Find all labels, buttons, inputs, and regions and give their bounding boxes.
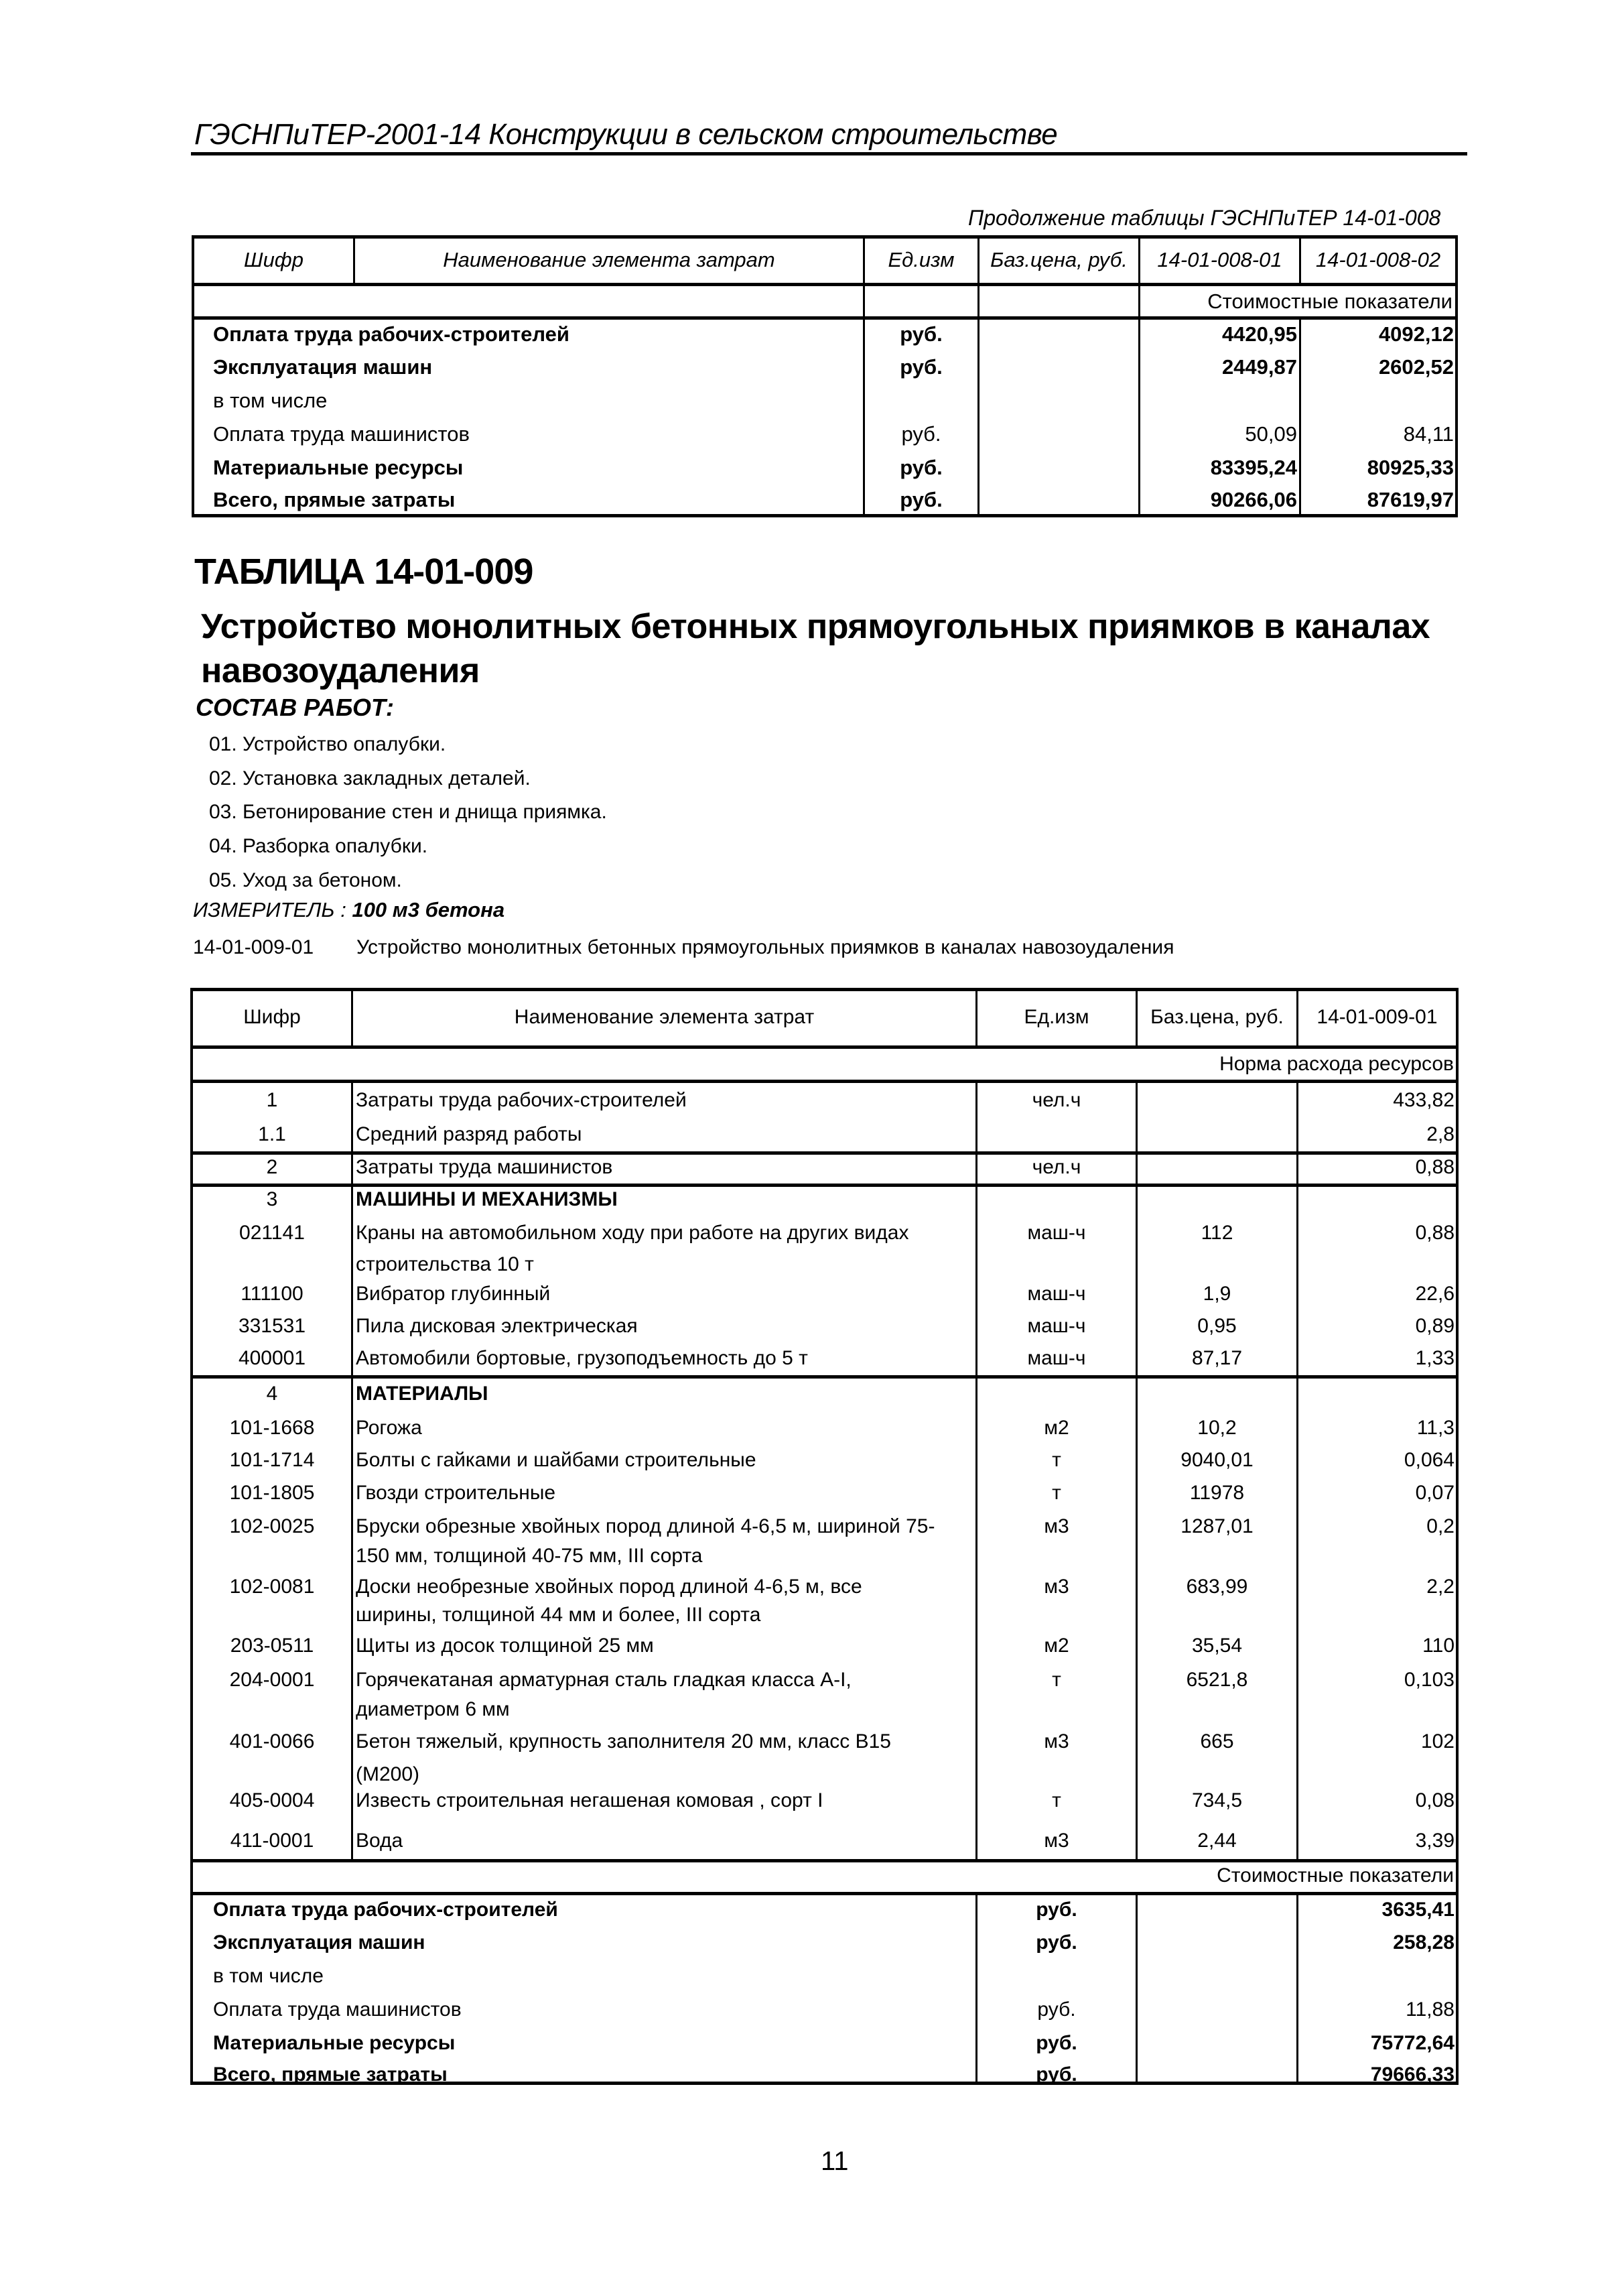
- row-base-price: 0,95: [1197, 1315, 1237, 1337]
- row-value-2: 87619,97: [1367, 488, 1454, 511]
- row-unit: руб.: [900, 488, 943, 511]
- row-code: 1: [266, 1089, 278, 1111]
- row-value: 2,2: [1426, 1576, 1455, 1598]
- row-value-2: 2602,52: [1378, 355, 1454, 379]
- row-code: 021141: [239, 1222, 305, 1244]
- work-item: 03. Бетонирование стен и днища приямка.: [209, 801, 607, 823]
- cost-name: Оплата труда машинистов: [213, 1998, 462, 2021]
- row-name-cont: 150 мм, толщиной 40-75 мм, III сорта: [356, 1545, 703, 1567]
- table-line: [190, 1045, 1459, 1049]
- row-base-price: 2,44: [1197, 1830, 1237, 1852]
- col-header-code: Шифр: [243, 1006, 301, 1028]
- row-code: 411-0001: [230, 1830, 314, 1852]
- meter-value: 100 м3 бетона: [352, 898, 505, 921]
- col-header-base-price: Баз.цена, руб.: [1150, 1006, 1284, 1028]
- row-base-price: 1287,01: [1180, 1515, 1254, 1537]
- col-header-base-price: Баз.цена, руб.: [990, 248, 1128, 271]
- row-name: Известь строительная негашеная комовая , сорт I: [356, 1789, 823, 1811]
- header-rule: [191, 152, 1467, 155]
- row-name: в том числе: [213, 389, 328, 412]
- row-value-2: 4092,12: [1378, 322, 1454, 346]
- row-unit: руб.: [900, 355, 943, 379]
- row-code: 204-0001: [229, 1669, 315, 1691]
- row-name: Доски необрезные хвойных пород длиной 4-6,5 м, все: [356, 1576, 862, 1598]
- row-code: 102-0025: [229, 1515, 315, 1537]
- row-unit: м2: [1044, 1635, 1069, 1657]
- row-value-1: 4420,95: [1221, 322, 1297, 346]
- cost-value: 75772,64: [1370, 2032, 1455, 2054]
- work-item: 04. Разборка опалубки.: [209, 835, 428, 857]
- row-unit: маш-ч: [1027, 1283, 1086, 1305]
- work-item: 01. Устройство опалубки.: [209, 733, 446, 755]
- meter: [193, 898, 504, 922]
- table-line: [192, 316, 1458, 320]
- col-header-name: Наименование элемента затрат: [514, 1006, 815, 1028]
- row-value-1: 2449,87: [1221, 355, 1297, 379]
- row-base-price: 11978: [1189, 1482, 1245, 1504]
- row-code: 405-0004: [229, 1789, 315, 1811]
- col-header-norm-1: 14-01-008-01: [1157, 248, 1282, 271]
- table-line: [190, 1184, 1459, 1187]
- cost-unit: руб.: [1036, 1931, 1077, 1954]
- row-base-price: 9040,01: [1180, 1449, 1254, 1471]
- row-group-name: МАШИНЫ И МЕХАНИЗМЫ: [356, 1188, 618, 1210]
- row-code: 1.1: [258, 1123, 286, 1145]
- row-code: 101-1668: [229, 1417, 315, 1439]
- row-name: Бетон тяжелый, крупность заполнителя 20 мм, класс В15: [356, 1730, 891, 1752]
- table-line: [1455, 235, 1458, 517]
- row-unit: маш-ч: [1027, 1315, 1086, 1337]
- row-code: 101-1805: [229, 1482, 315, 1504]
- row-value: 1,33: [1415, 1347, 1455, 1369]
- row-value: 0,89: [1415, 1315, 1455, 1337]
- row-value: 0,88: [1415, 1156, 1455, 1178]
- cost-name: Оплата труда рабочих-строителей: [213, 1899, 558, 1921]
- row-value: 110: [1422, 1635, 1455, 1657]
- row-value: 0,88: [1415, 1222, 1455, 1244]
- row-value-1: 50,09: [1245, 422, 1297, 446]
- cost-value: 258,28: [1393, 1931, 1455, 1954]
- row-name: Краны на автомобильном ходу при работе на других видах: [356, 1222, 909, 1244]
- row-unit: т: [1052, 1449, 1061, 1471]
- row-name: Болты с гайками и шайбами строительные: [356, 1449, 756, 1471]
- row-base-price: 6521,8: [1186, 1669, 1248, 1691]
- row-code: 2: [266, 1156, 278, 1178]
- row-value: 0,064: [1404, 1449, 1455, 1471]
- row-group-name: МАТЕРИАЛЫ: [356, 1383, 488, 1405]
- section-title: Устройство монолитных бетонных прямоугольных приямков в каналах навозоудаления: [201, 607, 1430, 690]
- table-line: [351, 1081, 353, 1860]
- row-name: Оплата труда машинистов: [213, 422, 470, 446]
- row-base-price: 734,5: [1191, 1789, 1243, 1811]
- row-unit: маш-ч: [1027, 1347, 1086, 1369]
- row-unit: м3: [1044, 1830, 1069, 1852]
- section-label: Норма расхода ресурсов: [1219, 1053, 1454, 1075]
- row-name: Горячекатаная арматурная сталь гладкая класса А-I,: [356, 1669, 852, 1691]
- row-value: 11,3: [1416, 1417, 1455, 1439]
- row-code: 4: [266, 1383, 278, 1405]
- col-header-norm-2: 14-01-008-02: [1315, 248, 1441, 271]
- row-name: Затраты труда рабочих-строителей: [356, 1089, 687, 1111]
- row-unit: чел.ч: [1032, 1156, 1081, 1178]
- row-code: 102-0081: [229, 1576, 315, 1598]
- row-value-2: 84,11: [1403, 422, 1454, 446]
- row-base-price: 35,54: [1191, 1635, 1243, 1657]
- cost-unit: руб.: [1037, 1998, 1076, 2021]
- cost-name: в том числе: [213, 1965, 324, 1987]
- table-line: [192, 514, 1458, 517]
- row-name: Затраты труда машинистов: [356, 1156, 613, 1178]
- col-header-unit: Ед.изм: [888, 248, 955, 271]
- cost-value: 3635,41: [1381, 1899, 1455, 1921]
- row-value: 3,39: [1415, 1830, 1455, 1852]
- row-name: Вода: [356, 1830, 403, 1852]
- table-line: [192, 235, 194, 517]
- row-value-2: 80925,33: [1367, 456, 1454, 479]
- row-value: 0,07: [1415, 1482, 1455, 1504]
- cost-unit: руб.: [1036, 2032, 1077, 2054]
- row-name: Пила дисковая электрическая: [356, 1315, 638, 1337]
- row-unit: чел.ч: [1032, 1089, 1081, 1111]
- cost-name: Эксплуатация машин: [213, 1931, 425, 1954]
- row-name: Оплата труда рабочих-строителей: [213, 322, 569, 346]
- row-name: Автомобили бортовые, грузоподъемность до 5 т: [356, 1347, 808, 1369]
- row-code: 101-1714: [229, 1449, 315, 1471]
- row-value: 0,08: [1415, 1789, 1455, 1811]
- cost-value: 79666,33: [1370, 2063, 1455, 2086]
- table-line: [190, 1151, 1459, 1155]
- table-line: [192, 235, 1458, 239]
- row-value: 433,82: [1393, 1089, 1455, 1111]
- row-unit: м2: [1044, 1417, 1069, 1439]
- row-unit: м3: [1044, 1576, 1069, 1598]
- table-line: [1456, 988, 1459, 2085]
- col-header-unit: Ед.изм: [1024, 1006, 1089, 1028]
- row-name: Рогожа: [356, 1417, 422, 1439]
- row-value: 0,103: [1404, 1669, 1455, 1691]
- table-line: [1136, 1893, 1138, 2084]
- work-item: 05. Уход за бетоном.: [209, 869, 402, 891]
- table-line: [190, 1080, 1459, 1083]
- row-name: Гвозди строительные: [356, 1482, 556, 1504]
- row-value: 102: [1420, 1730, 1455, 1752]
- row-base-price: 665: [1200, 1730, 1234, 1752]
- row-base-price: 112: [1201, 1222, 1233, 1244]
- row-code: 401-0066: [229, 1730, 315, 1752]
- row-name-cont: ширины, толщиной 44 мм и более, III сорта: [356, 1604, 761, 1626]
- norm-code: 14-01-009-01: [193, 936, 314, 958]
- cost-unit: руб.: [1036, 1899, 1077, 1921]
- work-item: 02. Установка закладных деталей.: [209, 767, 531, 789]
- row-code: 400001: [238, 1347, 306, 1369]
- cost-value: 11,88: [1406, 1998, 1455, 2021]
- norm-name: Устройство монолитных бетонных прямоугольных приямков в каналах навозоудаления: [356, 936, 1174, 958]
- row-value: 2,8: [1426, 1123, 1455, 1145]
- section-label: Стоимостные показатели: [1207, 290, 1452, 313]
- col-header-code: Шифр: [244, 248, 303, 271]
- row-value-1: 83395,24: [1210, 456, 1297, 479]
- cost-section-label: Стоимостные показатели: [1217, 1864, 1454, 1887]
- row-name-cont: строительства 10 т: [356, 1253, 534, 1275]
- row-name: Щиты из досок толщиной 25 мм: [356, 1635, 654, 1657]
- row-code: 3: [266, 1188, 278, 1210]
- cost-unit: руб.: [1036, 2063, 1077, 2086]
- row-unit: руб.: [901, 422, 941, 446]
- col-header-norm: 14-01-009-01: [1316, 1006, 1438, 1028]
- table-line: [977, 235, 979, 517]
- row-code: 203-0511: [230, 1635, 314, 1657]
- running-header: ГЭСНПиТЕР-2001-14 Конструкции в сельском строительстве: [194, 118, 1058, 151]
- row-base-price: 683,99: [1186, 1576, 1248, 1598]
- row-name: Вибратор глубинный: [356, 1283, 551, 1305]
- row-name: Всего, прямые затраты: [213, 488, 456, 511]
- table-line: [190, 1892, 1459, 1895]
- row-base-price: 1,9: [1203, 1283, 1231, 1305]
- row-unit: руб.: [900, 456, 943, 479]
- row-value-1: 90266,06: [1210, 488, 1297, 511]
- cost-name: Материальные ресурсы: [213, 2032, 456, 2054]
- row-name-cont: диаметром 6 мм: [356, 1698, 510, 1720]
- continuation-note: Продолжение таблицы ГЭСНПиТЕР 14-01-008: [968, 206, 1441, 230]
- table-line: [190, 1859, 1459, 1862]
- table-line: [190, 1375, 1459, 1379]
- cost-name: Всего, прямые затраты: [213, 2063, 448, 2086]
- row-unit: руб.: [900, 322, 943, 346]
- table-title: ТАБЛИЦА 14-01-009: [194, 552, 533, 592]
- row-name: Средний разряд работы: [356, 1123, 582, 1145]
- table-line: [190, 988, 1459, 991]
- row-code: 111100: [241, 1283, 303, 1305]
- row-name: Бруски обрезные хвойных пород длиной 4-6,5 м, шириной 75-: [356, 1515, 935, 1537]
- table-line: [192, 283, 1458, 286]
- row-unit: м3: [1044, 1515, 1069, 1537]
- row-unit: маш-ч: [1027, 1222, 1086, 1244]
- row-unit: м3: [1044, 1730, 1069, 1752]
- row-unit: т: [1052, 1482, 1061, 1504]
- row-value: 0,2: [1426, 1515, 1455, 1537]
- works-label: СОСТАВ РАБОТ:: [196, 694, 394, 721]
- row-name: Материальные ресурсы: [213, 456, 464, 479]
- row-base-price: 10,2: [1197, 1417, 1237, 1439]
- meter-label: ИЗМЕРИТЕЛЬ :: [193, 898, 346, 921]
- row-base-price: 87,17: [1191, 1347, 1243, 1369]
- col-header-name: Наименование элемента затрат: [443, 248, 775, 271]
- row-value: 22,6: [1415, 1283, 1455, 1305]
- row-unit: т: [1052, 1789, 1061, 1811]
- row-unit: т: [1052, 1669, 1061, 1691]
- page-number: 11: [821, 2147, 849, 2176]
- row-name: Эксплуатация машин: [213, 355, 433, 379]
- row-code: 331531: [238, 1315, 306, 1337]
- row-name-cont: (М200): [356, 1763, 420, 1785]
